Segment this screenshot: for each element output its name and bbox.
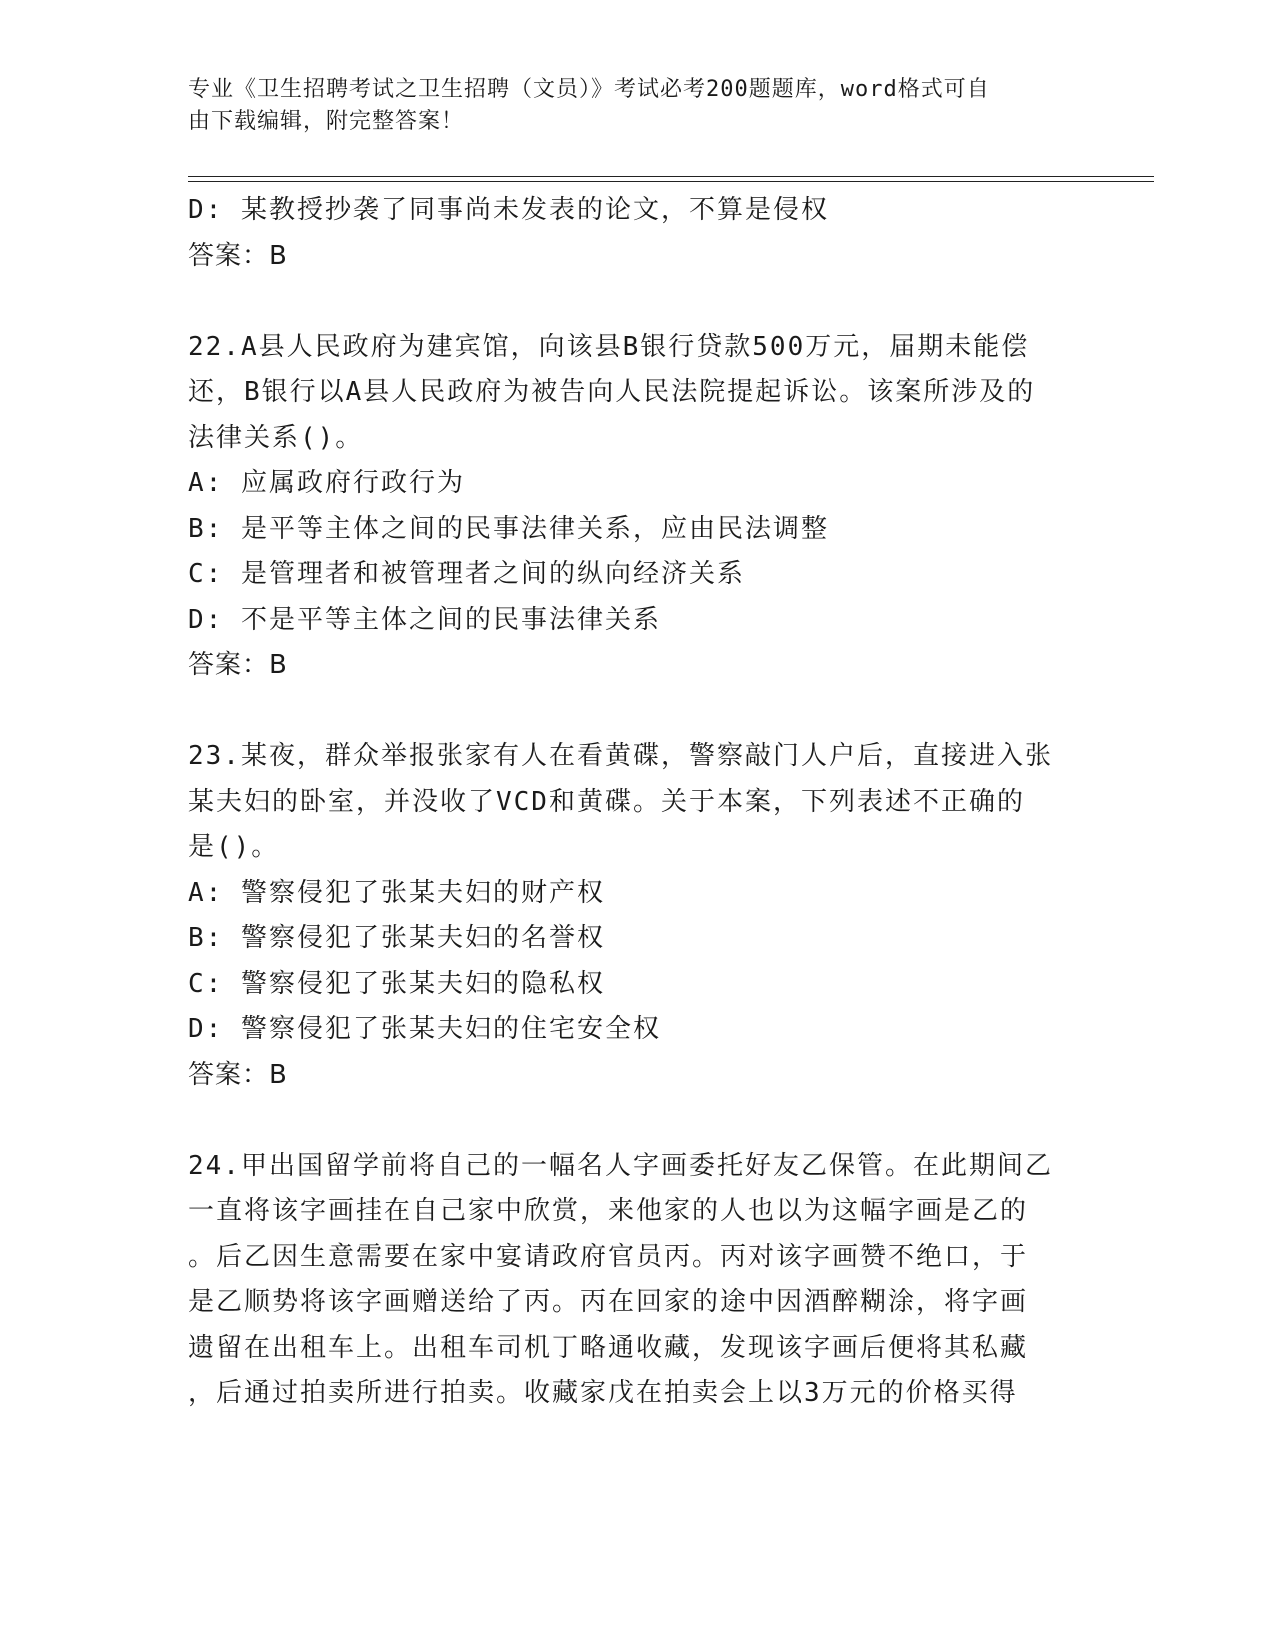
question-stem-line: 一直将该字画挂在自己家中欣赏，来他家的人也以为这幅字画是乙的 bbox=[188, 1196, 1029, 1226]
answer-line: 答案：B bbox=[188, 650, 288, 680]
question-stem-line: 是()。 bbox=[188, 832, 280, 862]
question-stem-line: 22.A县人民政府为建宾馆，向该县B银行贷款500万元，届期未能偿 bbox=[188, 331, 1030, 362]
option-c: C: 是管理者和被管理者之间的纵向经济关系 bbox=[188, 559, 745, 589]
question-stem-line: 24.甲出国留学前将自己的一幅名人字画委托好友乙保管。在此期间乙 bbox=[188, 1150, 1053, 1181]
question-24 bbox=[188, 1144, 1088, 1417]
header-divider-bottom bbox=[188, 181, 1154, 182]
option-b: B: 是平等主体之间的民事法律关系，应由民法调整 bbox=[188, 513, 829, 544]
option-b: B: 警察侵犯了张某夫妇的名誉权 bbox=[188, 923, 605, 953]
option-d: D: 某教授抄袭了同事尚未发表的论文，不算是侵权 bbox=[188, 195, 829, 225]
question-stem-line: 法律关系()。 bbox=[188, 422, 364, 453]
question-stem-line: 遗留在出租车上。出租车司机丁略通收藏，发现该字画后便将其私藏 bbox=[188, 1332, 1029, 1363]
question-stem-line: 是乙顺势将该字画赠送给了丙。丙在回家的途中因酒醉糊涂，将字画 bbox=[188, 1287, 1029, 1317]
question-21-tail bbox=[188, 188, 1088, 279]
question-stem-line: 23.某夜，群众举报张家有人在看黄碟，警察敲门人户后，直接进入张 bbox=[188, 741, 1053, 771]
document-body bbox=[188, 188, 1088, 1417]
option-a: A: 警察侵犯了张某夫妇的财产权 bbox=[188, 877, 605, 908]
answer-line: 答案：B bbox=[188, 1059, 288, 1090]
question-23 bbox=[188, 734, 1088, 1098]
header-line: 由下载编辑，附完整答案！ bbox=[188, 109, 465, 134]
question-stem-line: 还，B银行以A县人民政府为被告向人民法院提起诉讼。该案所涉及的 bbox=[188, 377, 1036, 407]
question-stem-line: ，后通过拍卖所进行拍卖。收藏家戊在拍卖会上以3万元的价格买得 bbox=[188, 1378, 1018, 1408]
answer-line: 答案：B bbox=[188, 240, 288, 271]
header-divider-top bbox=[188, 176, 1154, 177]
spacer bbox=[188, 689, 1088, 735]
header-line: 专业《卫生招聘考试之卫生招聘（文员）》考试必考200题题库，word格式可自 bbox=[188, 77, 990, 102]
spacer bbox=[188, 1098, 1088, 1144]
page-header bbox=[188, 74, 1068, 138]
spacer bbox=[188, 279, 1088, 325]
question-stem-line: 。后乙因生意需要在家中宴请政府官员丙。丙对该字画赞不绝口，于 bbox=[188, 1241, 1029, 1272]
question-22 bbox=[188, 325, 1088, 689]
question-stem-line: 某夫妇的卧室，并没收了VCD和黄碟。关于本案，下列表述不正确的 bbox=[188, 786, 1025, 817]
option-c: C: 警察侵犯了张某夫妇的隐私权 bbox=[188, 968, 605, 999]
option-a: A: 应属政府行政行为 bbox=[188, 468, 465, 498]
option-d: D: 不是平等主体之间的民事法律关系 bbox=[188, 604, 661, 635]
option-d: D: 警察侵犯了张某夫妇的住宅安全权 bbox=[188, 1014, 661, 1044]
